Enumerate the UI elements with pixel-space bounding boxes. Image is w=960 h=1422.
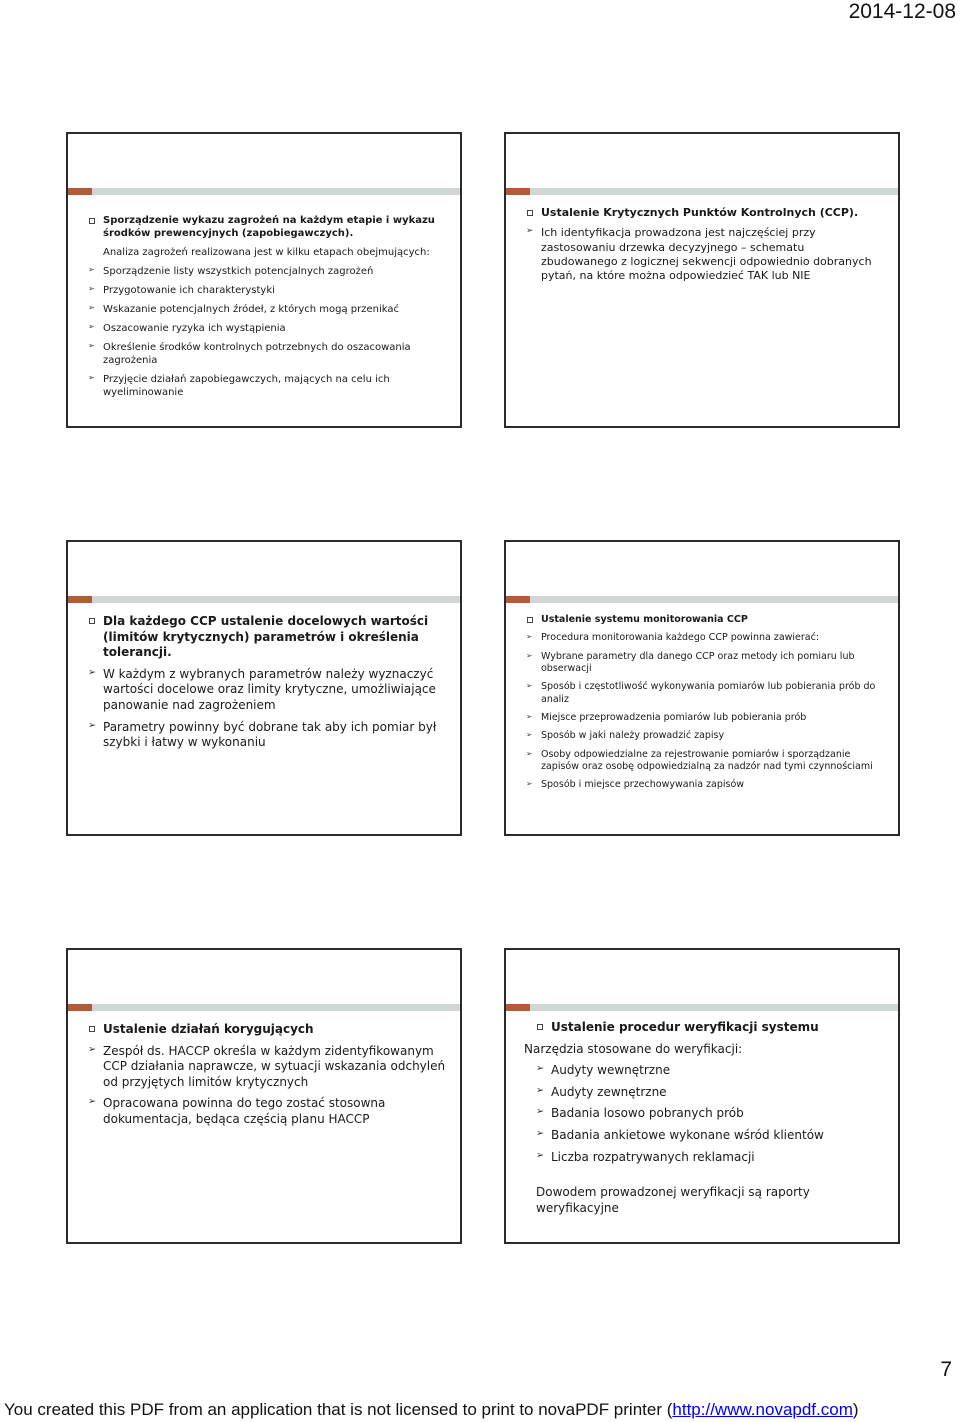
slide-accent-bar <box>68 596 460 603</box>
slide-heading <box>88 214 446 240</box>
list-item <box>88 720 446 751</box>
list-item-text: Liczba rozpatrywanych reklamacji <box>551 1149 755 1164</box>
list-item <box>88 373 446 399</box>
heading-text: Sporządzenie wykazu zagrożeń na każdym etapie i wykazu środków prewencyjnych (zapobiegawczych). <box>103 215 435 239</box>
arrow-bullet-icon: ➢ <box>88 1043 97 1055</box>
conclusion-text <box>536 1185 884 1216</box>
list-item <box>526 749 884 774</box>
arrow-bullet-icon: ➢ <box>88 303 95 312</box>
list-item-text: Osoby odpowiedzialne za rejestrowanie pomiarów i sporządzanie zapisów oraz osobę odpowiedzialną za nadzór nad tymi czynnościami <box>541 748 873 773</box>
list-item <box>536 1128 884 1144</box>
list-item-text: Ich identyfikacja prowadzona jest najczęściej przy zastosowaniu drzewka decyzyjnego – schematu zbudowanego z logicznej sekwencji odpowiednio dobranych pytań, na które można odpowiedzieć TAK lub NIE <box>541 226 872 283</box>
arrow-bullet-icon: ➢ <box>536 1106 545 1118</box>
square-bullet-icon <box>537 1024 543 1030</box>
arrow-bullet-icon: ➢ <box>88 322 95 331</box>
list-item-text: Przygotowanie ich charakterystyki <box>103 285 275 296</box>
slide-accent-bar <box>68 1004 460 1011</box>
footer-notice <box>0 1400 960 1420</box>
heading-text: Dla każdego CCP ustalenie docelowych wartości (limitów krytycznych) parametrów i określenia tolerancji. <box>103 614 429 660</box>
slide-accent-bar <box>506 1004 898 1011</box>
arrow-bullet-icon: ➢ <box>526 712 533 722</box>
slide-ccp-identification <box>504 132 900 428</box>
slide-content <box>526 206 884 289</box>
heading-text: Ustalenie systemu monitorowania CCP <box>541 614 748 625</box>
heading-text: Ustalenie procedur weryfikacji systemu <box>551 1020 819 1034</box>
slide-content <box>88 214 446 405</box>
square-bullet-icon <box>527 210 533 216</box>
slide-content <box>526 614 884 798</box>
slide-hazard-analysis <box>66 132 462 428</box>
arrow-bullet-icon: ➢ <box>88 284 95 293</box>
arrow-bullet-icon: ➢ <box>88 341 95 350</box>
slide-accent-bar <box>68 188 460 195</box>
list-item-text: Audyty wewnętrzne <box>551 1063 671 1078</box>
conclusion-label: Dowodem prowadzonej weryfikacji są raporty weryfikacyjne <box>536 1185 810 1215</box>
list-item <box>88 322 446 335</box>
list-item-text: Określenie środków kontrolnych potrzebnych do oszacowania zagrożenia <box>103 342 411 366</box>
footer-text-after: ) <box>852 1400 859 1419</box>
list-item <box>88 1044 446 1091</box>
novapdf-link[interactable]: http://www.novapdf.com <box>672 1400 853 1419</box>
slide-content <box>88 614 446 757</box>
list-item-text: Parametry powinny być dobrane tak aby ich pomiar był szybki i łatwy w wykonaniu <box>103 719 437 750</box>
arrow-bullet-icon: ➢ <box>536 1127 545 1139</box>
slide-critical-limits <box>66 540 462 836</box>
list-item-text: Sposób w jaki należy prowadzić zapisy <box>541 730 725 742</box>
list-item <box>88 341 446 367</box>
slide-monitoring-system <box>504 540 900 836</box>
list-item <box>536 1085 884 1101</box>
arrow-bullet-icon: ➢ <box>88 1096 97 1108</box>
square-bullet-icon <box>89 1026 95 1032</box>
intro-label: Narzędzia stosowane do weryfikacji: <box>524 1041 743 1056</box>
slide-accent-bar <box>506 596 898 603</box>
list-item <box>526 681 884 706</box>
arrow-bullet-icon: ➢ <box>536 1084 545 1096</box>
arrow-bullet-icon: ➢ <box>526 226 534 237</box>
list-item-text: Sposób i miejsce przechowywania zapisów <box>541 779 745 791</box>
intro-label: Analiza zagrożeń realizowana jest w kilku etapach obejmujących: <box>103 247 430 258</box>
arrow-bullet-icon: ➢ <box>526 632 533 642</box>
list-item-text: Przyjęcie działań zapobiegawczych, mających na celu ich wyeliminowanie <box>103 374 390 398</box>
list-item <box>526 651 884 676</box>
arrow-bullet-icon: ➢ <box>526 681 533 691</box>
list-item-text: Procedura monitorowania każdego CCP powinna zawierać: <box>541 632 820 644</box>
slide-heading <box>88 1022 446 1038</box>
list-item <box>526 730 884 742</box>
list-item-text: Sposób i częstotliwość wykonywania pomiarów lub pobierania prób do analiz <box>541 681 876 705</box>
square-bullet-icon <box>89 218 95 224</box>
arrow-bullet-icon: ➢ <box>526 730 533 740</box>
list-item <box>526 779 884 791</box>
list-item-text: Audyty zewnętrzne <box>551 1084 667 1099</box>
list-item <box>526 226 884 283</box>
arrow-bullet-icon: ➢ <box>526 650 533 660</box>
arrow-bullet-icon: ➢ <box>526 779 533 789</box>
list-item <box>536 1106 884 1122</box>
list-item-text: Badania ankietowe wykonane wśród klientów <box>551 1127 824 1142</box>
arrow-bullet-icon: ➢ <box>88 265 95 274</box>
page-number: 7 <box>940 1358 952 1381</box>
document-date: 2014-12-08 <box>848 0 956 23</box>
list-item <box>526 712 884 724</box>
list-item-text: Zespół ds. HACCP określa w każdym zidentyfikowanym CCP działania naprawcze, w sytuacji wskazania odchyleń od przyjętych limitów krytycznych <box>103 1043 446 1089</box>
list-item <box>88 284 446 297</box>
slide-heading <box>536 1020 884 1036</box>
heading-text: Ustalenie Krytycznych Punktów Kontrolnych (CCP). <box>541 206 859 219</box>
list-item-text: W każdym z wybranych parametrów należy wyznaczyć wartości docelowe oraz limity krytyczne, umożliwiające panowanie nad zagrożeniem <box>103 666 436 712</box>
heading-text: Ustalenie działań korygujących <box>103 1022 314 1036</box>
intro-text <box>524 1042 884 1058</box>
arrow-bullet-icon: ➢ <box>88 719 97 731</box>
slide-content <box>524 1020 884 1222</box>
list-item <box>536 1150 884 1166</box>
slide-heading <box>526 614 884 626</box>
list-item-text: Miejsce przeprowadzenia pomiarów lub pobierania prób <box>541 712 807 724</box>
slide-content <box>88 1022 446 1134</box>
arrow-bullet-icon: ➢ <box>536 1063 545 1075</box>
list-item-text: Opracowana powinna do tego zostać stosowna dokumentacja, będąca częścią planu HACCP <box>103 1096 386 1126</box>
list-item-text: Wybrane parametry dla danego CCP oraz metody ich pomiaru lub obserwacji <box>541 650 855 675</box>
list-item <box>88 303 446 316</box>
square-bullet-icon <box>89 618 95 624</box>
arrow-bullet-icon: ➢ <box>526 748 533 758</box>
square-bullet-icon <box>527 617 533 623</box>
list-item-text: Wskazanie potencjalnych źródeł, z których mogą przenikać <box>103 304 399 315</box>
arrow-bullet-icon: ➢ <box>536 1149 545 1161</box>
slide-corrective-actions <box>66 948 462 1244</box>
slide-verification-procedures <box>504 948 900 1244</box>
slide-heading <box>88 614 446 661</box>
list-item <box>88 1096 446 1127</box>
slide-heading <box>526 206 884 220</box>
list-item <box>88 667 446 714</box>
slide-accent-bar <box>506 188 898 195</box>
arrow-bullet-icon: ➢ <box>88 373 95 382</box>
footer-text-before: You created this PDF from an application that is not licensed to print to novaPDF printer ( <box>4 1400 673 1419</box>
list-item <box>536 1063 884 1079</box>
arrow-bullet-icon: ➢ <box>88 666 97 678</box>
list-item <box>526 632 884 644</box>
list-item <box>88 265 446 278</box>
intro-text <box>88 246 446 259</box>
list-item-text: Badania losowo pobranych prób <box>551 1106 744 1121</box>
list-item-text: Oszacowanie ryzyka ich wystąpienia <box>103 323 286 334</box>
list-item-text: Sporządzenie listy wszystkich potencjalnych zagrożeń <box>103 266 374 277</box>
